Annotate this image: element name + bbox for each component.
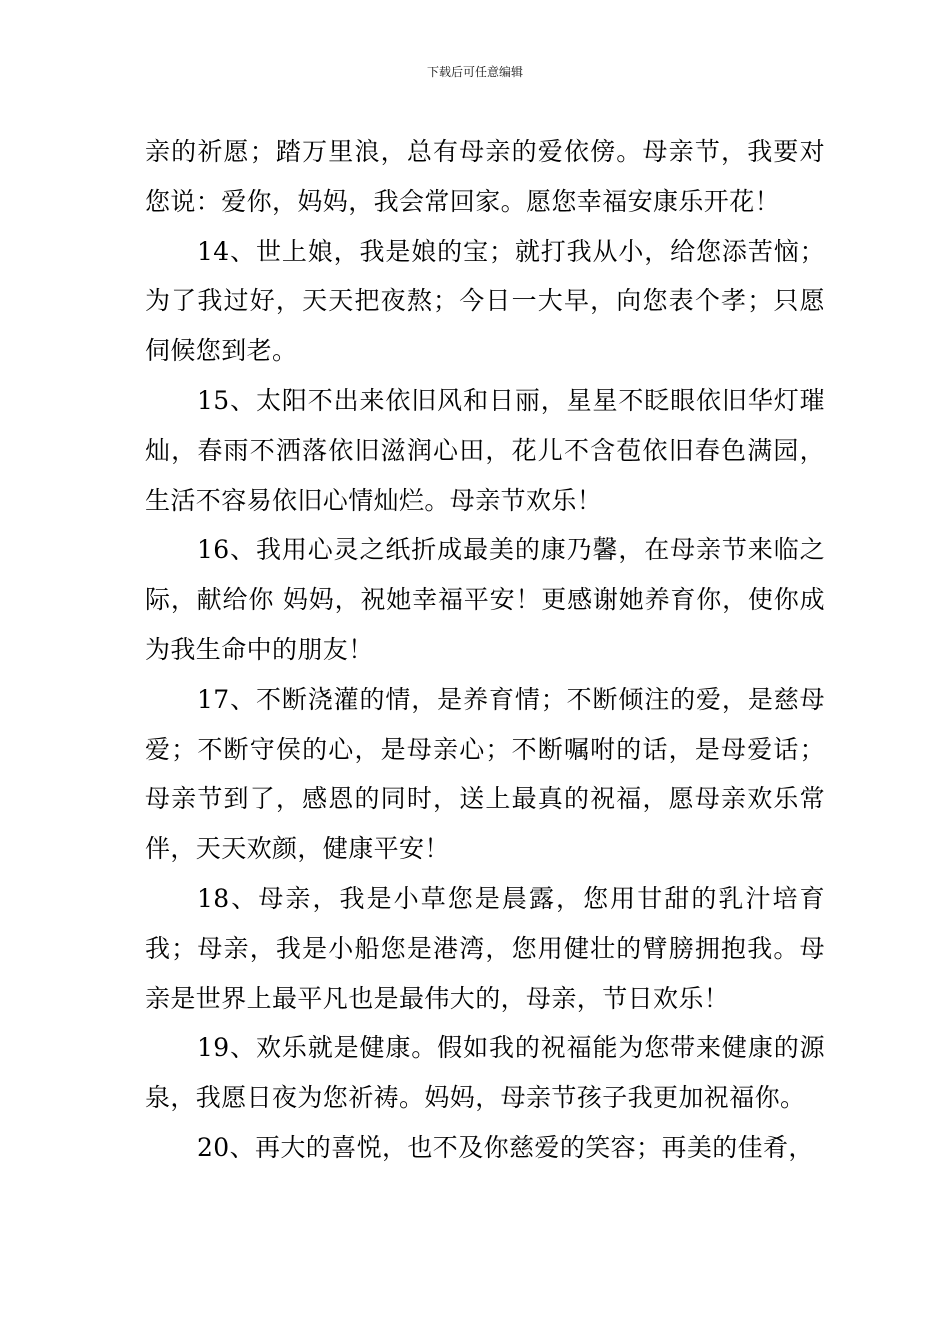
paragraph-16: 16、我用心灵之纸折成最美的康乃馨，在母亲节来临之际，献给你 妈妈，祝她幸福平安！更感谢她养育你，使你成为我生命中的朋友！ — [145, 535, 825, 664]
paragraph-14: 14、世上娘，我是娘的宝；就打我从小，给您添苦恼；为了我过好，天天把夜熬；今日一大早，向您表个孝；只愿伺候您到老。 — [145, 236, 825, 366]
paragraph-continuation: 亲的祈愿；踏万里浪，总有母亲的爱依傍。母亲节，我要对您说：爱你，妈妈，我会常回家。愿您幸福安康乐开花！ — [145, 137, 825, 216]
paragraph-19: 19、欢乐就是健康。假如我的祝福能为您带来健康的源泉，我愿日夜为您祈祷。妈妈，母亲节孩子我更加祝福你。 — [145, 1033, 825, 1113]
page-header: 下载后可任意编辑 — [426, 65, 523, 79]
document-body — [145, 127, 825, 1173]
paragraph-17: 17、不断浇灌的情，是养育情；不断倾注的爱，是慈母爱；不断守侯的心，是母亲心；不断嘱咐的话，是母爱话；母亲节到了，感恩的同时，送上最真的祝福，愿母亲欢乐常伴，天天欢颜，健康平安！ — [145, 684, 825, 864]
paragraph-15: 15、太阳不出来依旧风和日丽，星星不眨眼依旧华灯璀灿，春雨不洒落依旧滋润心田，花儿不含苞依旧春色满园，生活不容易依旧心情灿烂。母亲节欢乐！ — [145, 385, 825, 515]
paragraph-18: 18、母亲，我是小草您是晨露，您用甘甜的乳汁培育我；母亲，我是小船您是港湾，您用健壮的臂膀拥抱我。母亲是世界上最平凡也是最伟大的，母亲，节日欢乐！ — [145, 883, 825, 1013]
paragraph-20: 20、再大的喜悦，也不及你慈爱的笑容；再美的佳肴， — [197, 1132, 814, 1162]
